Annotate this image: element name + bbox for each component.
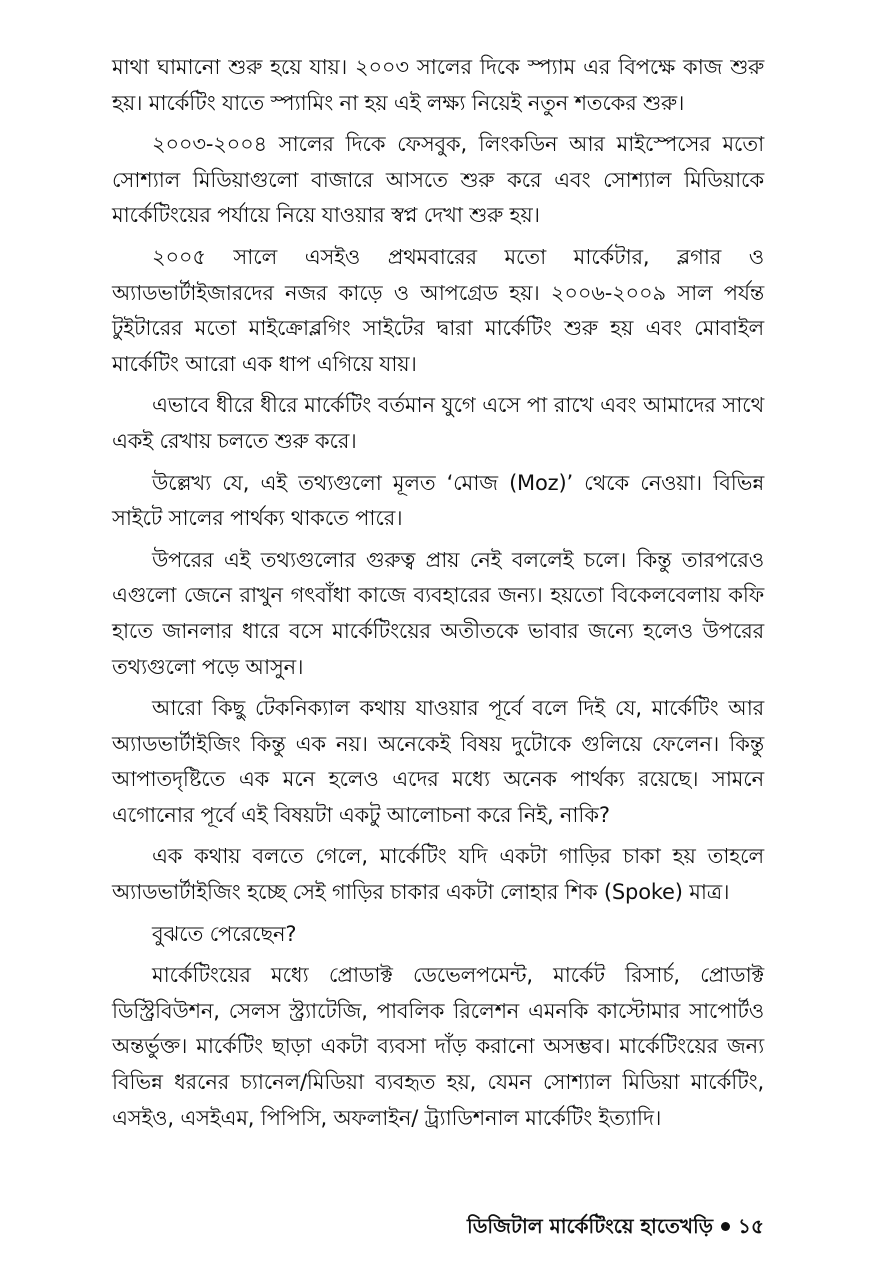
paragraph-seo: ২০০৫ সালে এসইও প্রথমবারের মতো মার্কেটার, ব্লগার ও অ্যাডভার্টাইজারদের নজর কাড়ে ও আপগ্রেড হয়। ২০০৬-২০০৯ সাল পর্যন্ত টুইটারের মতো মাইক্রোব্লগিং সাইটের দ্বারা মার্কেটিং শুরু হয় এবং মোবাইল মার্কেটিং আরো এক ধাপ এগিয়ে যায়। — [112, 244, 764, 376]
paragraph-question: বুঝতে পেরেছেন? — [152, 921, 297, 946]
paragraph-continuation: মাথা ঘামানো শুরু হয়ে যায়। ২০০৩ সালের দিকে স্প্যাম এর বিপক্ষে কাজ শুরু হয়। মার্কেটিং যাতে স্প্যামিং না হয় এই লক্ষ্য নিয়েই নতুন শতকের শুরু। — [112, 55, 764, 115]
paragraph-marketing-vs-advertising: আরো কিছু টেকনিক্যাল কথায় যাওয়ার পূর্বে বলে দিই যে, মার্কেটিং আর অ্যাডভার্টাইজিং কিন্তু এক নয়। অনেকেই বিষয় দুটোকে গুলিয়ে ফেলেন। কিন্তু আপাতদৃষ্টিতে এক মনে হলেও এদের মধ্যে অনেক পার্থক্য রয়েছে। সামনে এগোনোর পূর্বে এই বিষয়টা একটু আলোচনা করে নিই, নাকি? — [112, 696, 764, 827]
paragraph-importance: উপরের এই তথ্যগুলোর গুরুত্ব প্রায় নেই বললেই চলে। কিন্তু তারপরেও এগুলো জেনে রাখুন গৎবাঁধা কাজে ব্যবহারের জন্য। হয়তো বিকেলবেলায় কফি হাতে জানলার ধারে বসে মার্কেটিংয়ের অতীতকে ভাবার জন্যে হলেও উপরের তথ্যগুলো পড়ে আসুন। — [112, 547, 764, 679]
paragraph-wheel-analogy: এক কথায় বলতে গেলে, মার্কেটিং যদি একটা গাড়ির চাকা হয় তাহলে অ্যাডভার্টাইজিং হচ্ছে সেই গাড়ির চাকার একটা লোহার শিক (Spoke) মাত্র। — [112, 844, 764, 905]
bullet-dot-icon — [721, 1222, 730, 1231]
book-title: ডিজিটাল মার্কেটিংয়ে হাতেখড়ি — [466, 1214, 714, 1238]
page-number: ১৫ — [738, 1214, 764, 1238]
paragraph-marketing-scope: মার্কেটিংয়ের মধ্যে প্রোডাক্ট ডেভেলপমেন্ট, মার্কেট রিসার্চ, প্রোডাক্ট ডিস্ট্রিবিউশন, সেলস স্ট্র্যাটেজি, পাবলিক রিলেশন এমনকি কাস্টোমার সাপোর্টও অন্তর্ভুক্ত। মার্কেটিং ছাড়া একটা ব্যবসা দাঁড় করানো অসম্ভব। মার্কেটিংয়ের জন্য বিভিন্ন ধরনের চ্যানেল/মিডিয়া ব্যবহৃত হয়, যেমন সোশ্যাল মিডিয়া মার্কেটিং, এসইও, এসইএম, পিপিসি, অফলাইন/ ট্র্যাডিশনাল মার্কেটিং ইত্যাদি। — [112, 963, 764, 1130]
paragraph-social-media: ২০০৩-২০০৪ সালের দিকে ফেসবুক, লিংকডিন আর মাইস্পেসের মতো সোশ্যাল মিডিয়াগুলো বাজারে আসতে শুরু করে এবং সোশ্যাল মিডিয়াকে মার্কেটিংয়ের পর্যায়ে নিয়ে যাওয়ার স্বপ্ন দেখা শুরু হয়। — [112, 132, 764, 228]
paragraph-present-era: এভাবে ধীরে ধীরে মার্কেটিং বর্তমান যুগে এসে পা রাখে এবং আমাদের সাথে একই রেখায় চলতে শুরু করে। — [112, 393, 764, 453]
page-body — [112, 50, 764, 1142]
page-footer — [112, 1212, 764, 1240]
paragraph-source-note: উল্লেখ্য যে, এই তথ্যগুলো মূলত ‘মোজ (Moz)’ থেকে নেওয়া। বিভিন্ন সাইটে সালের পার্থক্য থাকতে পারে। — [112, 470, 764, 531]
